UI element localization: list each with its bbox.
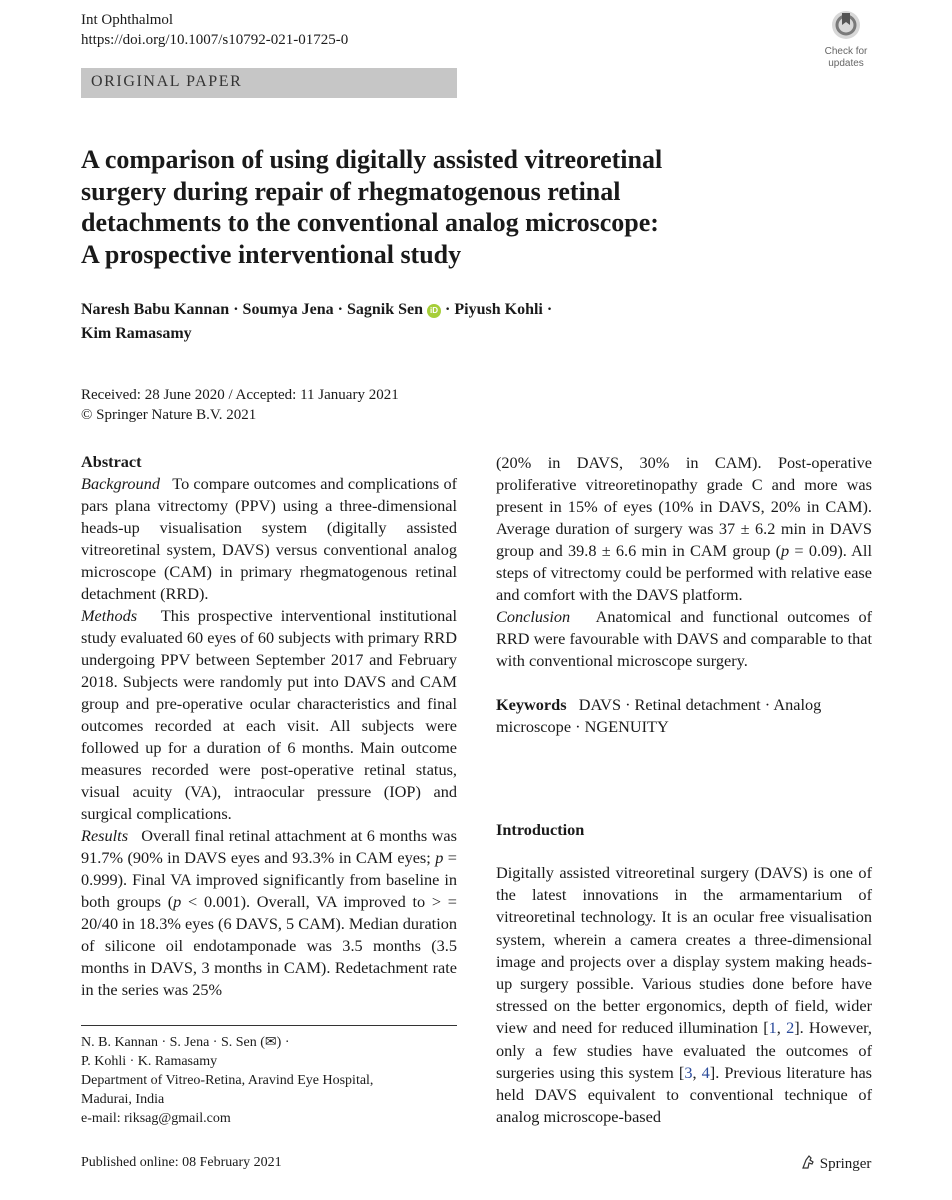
journal-header <box>81 10 348 50</box>
badge-label-1: Check for <box>824 46 868 57</box>
title-line: A prospective interventional study <box>81 239 462 269</box>
abstract-methods: Methods This prospective interventional institutional study evaluated 60 eyes of 60 subjects with primary RRD undergoing PPV between September 2017 and February 2018. Subjects were randomly put into DAVS and CAM group and pre-operative ocular characteristics and final outcomes recorded at each visit. All subjects were followed up for a duration of 6 months. Main outcome measures recorded were post-operative retinal status, visual acuity (VA), intraocular pressure (IOP) and surgical complications. <box>81 606 457 823</box>
conclusion-label: Conclusion <box>496 607 571 626</box>
introduction-heading: Introduction <box>496 820 585 839</box>
published-online: Published online: 08 February 2021 <box>81 1155 282 1170</box>
affiliation-authors: N. B. Kannan · S. Jena · S. Sen (✉) · <box>81 1035 290 1050</box>
keywords <box>496 694 872 738</box>
keywords-label: Keywords <box>496 695 567 714</box>
affiliation-email[interactable]: e-mail: riksag@gmail.com <box>81 1111 231 1126</box>
abstract-heading: Abstract <box>81 452 142 471</box>
introduction-body: Digitally assisted vitreoretinal surgery (DAVS) is one of the latest innovations in the armamentarium of vitreoretinal technology. It is an ocular free visualisation system, wherein a camera creates a three-dimensional image and projects over a display system making heads-up surgery possible. Various studies done before have stressed on the better ergonomics, depth of field, wider view and need for reduced illumination [1, 2]. However, only a few studies have evaluated the outcomes of surgeries using this system [3, 4]. Previous literature has held DAVS equivalent to conventional technique of analog microscope-based <box>496 863 873 1127</box>
received-accepted: Received: 28 June 2020 / Accepted: 11 January 2021 <box>81 387 399 403</box>
title-line: A comparison of using digitally assisted vitreoretinal <box>81 145 663 174</box>
abstract-results: Results Overall final retinal attachment at 6 months was 91.7% (90% in DAVS eyes and 93.3% in CAM eyes; p = 0.999). Final VA improved significantly from baseline in both groups (p < 0.001). Overall, VA improved to > = 20/40 in 18.3% eyes (6 DAVS, 5 CAM). Median duration of silicone oil endotamponade was 3.5 months (3.5 months in DAVS, 3 months in CAM). Redetachment rate in the series was 25% <box>81 826 457 999</box>
section-label-band <box>81 68 457 98</box>
title-line: surgery during repair of rhegmatogenous retinal <box>81 176 621 206</box>
abstract-results-continued: (20% in DAVS, 30% in CAM). Post-operative proliferative vitreoretinopathy grade C and more was present in 15% of eyes (10% in DAVS, 20% in CAM). Average duration of surgery was 37 ± 6.2 min in DAVS group and 39.8 ± 6.6 min in CAM group (p = 0.09). All steps of vitrectomy could be performed with relative ease and comfort with the DAVS platform. <box>496 453 872 604</box>
springer-horse-icon <box>800 1154 816 1170</box>
citation-link[interactable]: 2 <box>786 1018 795 1038</box>
publisher-name: Springer <box>819 1156 872 1172</box>
doi-link[interactable]: https://doi.org/10.1007/s10792-021-01725-0 <box>81 32 349 48</box>
citation-link[interactable]: 3 <box>684 1062 693 1082</box>
section-label: ORIGINAL PAPER <box>91 73 243 90</box>
methods-label: Methods <box>81 606 138 625</box>
results-label: Results <box>81 826 129 845</box>
copyright: © Springer Nature B.V. 2021 <box>81 407 257 423</box>
affiliation-authors-2: P. Kohli · K. Ramasamy <box>81 1054 218 1069</box>
check-for-updates-badge[interactable] <box>818 10 874 69</box>
keywords-text: DAVS · Retinal detachment · Analog microscope · NGENUITY <box>496 695 822 736</box>
author-list <box>81 298 881 346</box>
journal-name: Int Ophthalmol <box>81 12 174 28</box>
author-line-1: Naresh Babu Kannan · Soumya Jena · Sagnik Sen iD · Piyush Kohli · <box>81 301 553 318</box>
affiliation-location: Madurai, India <box>81 1092 165 1107</box>
abstract-right-column <box>496 452 872 738</box>
abstract-conclusion: Conclusion Anatomical and functional outcomes of RRD were favourable with DAVS and comparable to that with conventional microscope surgery. <box>496 607 873 670</box>
orcid-icon[interactable]: iD <box>427 304 441 318</box>
author-affiliation <box>81 1033 457 1128</box>
citation-link[interactable]: 1 <box>768 1018 777 1038</box>
title-line: detachments to the conventional analog microscope: <box>81 208 659 237</box>
publisher-logo <box>800 1154 871 1173</box>
crossmark-icon <box>831 10 861 40</box>
citation-link[interactable]: 4 <box>701 1062 710 1082</box>
affiliation-department: Department of Vitreo-Retina, Aravind Eye Hospital, <box>81 1073 374 1088</box>
badge-label-2: updates <box>828 58 864 69</box>
abstract-left-column <box>81 451 457 1001</box>
article-dates <box>81 385 481 425</box>
paper-title <box>81 144 881 270</box>
author-line-2: Kim Ramasamy <box>81 325 192 342</box>
footnote-divider <box>81 1025 457 1026</box>
background-label: Background <box>81 474 160 493</box>
abstract-background: Background To compare outcomes and complications of pars plana vitrectomy (PPV) using a three-dimensional heads-up visualisation system (digitally assisted vitreoretinal system, DAVS) versus conventional analog microscope (CAM) in primary rhegmatogenous retinal detachment (RRD). <box>81 474 458 603</box>
